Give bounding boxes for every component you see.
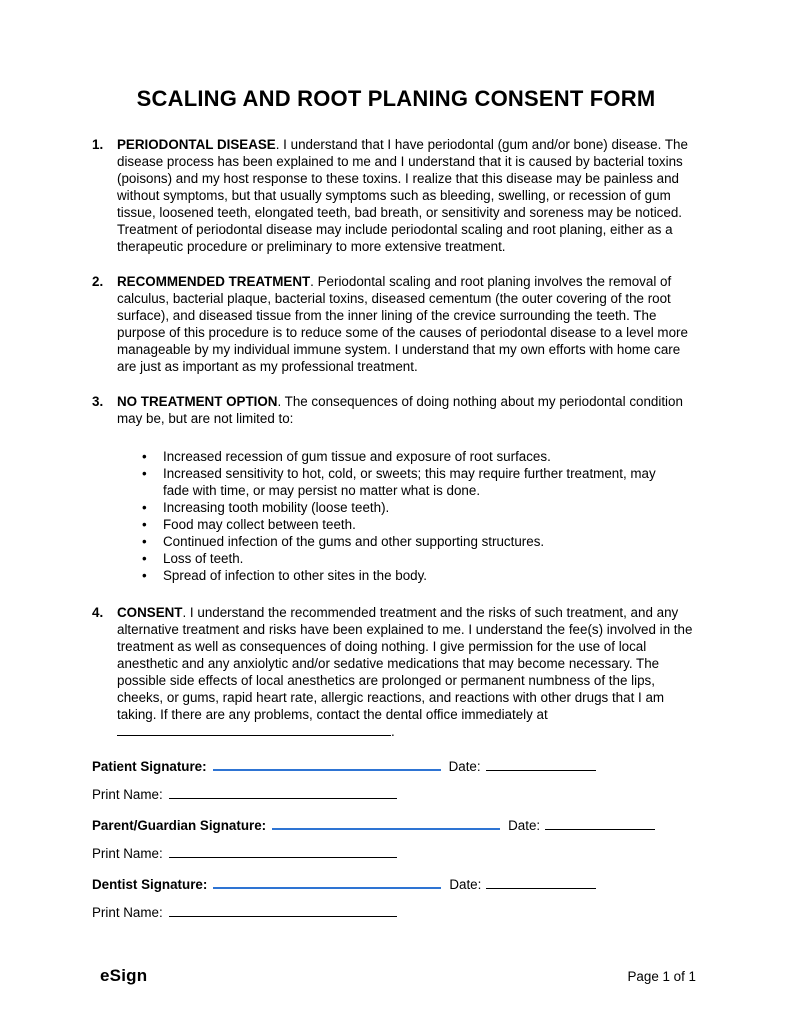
dentist-signature-row — [92, 876, 700, 893]
date-label: Date: — [449, 877, 482, 892]
dentist-signature-label: Dentist Signature: — [92, 877, 208, 892]
patient-signature-row — [92, 758, 700, 775]
patient-date-line[interactable] — [486, 758, 596, 771]
date-label: Date: — [448, 759, 481, 774]
bullet-item: • Increased recession of gum tissue and exposure of root surfaces. — [140, 448, 675, 465]
section-number: 1. — [92, 137, 104, 152]
section-text — [117, 136, 700, 255]
patient-signature-label: Patient Signature: — [92, 759, 207, 774]
section-consent — [92, 604, 700, 740]
print-name-label: Print Name: — [92, 905, 163, 920]
section-number: 3. — [92, 394, 104, 409]
print-name-label: Print Name: — [92, 787, 163, 802]
dental-office-contact-blank[interactable] — [117, 723, 391, 736]
section-body: . Periodontal scaling and root planing involves the removal of calculus, bacterial plaque, bacterial toxins, diseased cementum (the outer covering of the root surface), and diseased tissue from the inner lining of the crevice surrounding the teeth. The purpose of this procedure is to reduce some of the causes of periodontal disease to a level more manageable by my individual immune system. I understand that my own efforts with home care are just as important as my professional treatment. — [117, 274, 688, 374]
section-body: . I understand the recommended treatment and the risks of such treatment, and any alternative treatment and risks have been explained to me. I understand the fee(s) involved in the treatment as well as consequences of doing nothing. I give permission for the use of local anesthetic and any anxiolytic and/or sedative medications that may become necessary. The possible side effects of local anesthetics are prolonged or permanent numbness of the lips, cheeks, or gums, rapid heart rate, allergic reactions, and reactions with other drugs that I am taking. If there are any problems, contact the dental office immediately at — [117, 605, 693, 722]
page-footer — [100, 966, 696, 986]
section-no-treatment-option — [92, 393, 700, 427]
section-periodontal-disease — [92, 136, 700, 255]
dentist-print-name-line[interactable] — [169, 904, 397, 917]
section-heading: CONSENT — [117, 605, 183, 620]
bullet-item: • Food may collect between teeth. — [140, 516, 675, 533]
section-number: 2. — [92, 274, 104, 289]
section-text — [117, 273, 700, 375]
section-heading: RECOMMENDED TREATMENT — [117, 274, 311, 289]
section-text — [117, 393, 700, 427]
consent-suffix: . — [391, 724, 395, 739]
patient-print-name-line[interactable] — [169, 786, 397, 799]
bullet-item: • Increased sensitivity to hot, cold, or sweets; this may require further treatment, may fade with time, or may persist no matter what is done. — [140, 465, 675, 499]
print-name-label: Print Name: — [92, 846, 163, 861]
signature-area — [92, 758, 700, 921]
section-body: . I understand that I have periodontal (gum and/or bone) disease. The disease process has been explained to me and I understand that it is caused by bacterial toxins (poisons) and my host response to these toxins. I realize that this disease may be painless and without symptoms, but that usually symptoms such as bleeding, swelling, or recession of gum tissue, loosened teeth, elongated teeth, bad breath, or sensitivity and soreness may be noticed. Treatment of periodontal disease may include periodontal scaling and root planing, either as a therapeutic procedure or preliminary to more extensive treatment. — [117, 137, 688, 254]
parent-guardian-signature-row — [92, 817, 700, 834]
parent-guardian-signature-line[interactable] — [272, 817, 500, 830]
page-number: Page 1 of 1 — [627, 969, 696, 984]
patient-print-name-row — [92, 786, 700, 803]
dentist-date-line[interactable] — [486, 876, 596, 889]
section-heading: PERIODONTAL DISEASE — [117, 137, 276, 152]
date-label: Date: — [508, 818, 541, 833]
bullet-item: • Increasing tooth mobility (loose teeth). — [140, 499, 675, 516]
parent-guardian-signature-label: Parent/Guardian Signature: — [92, 818, 267, 833]
section-number: 4. — [92, 605, 104, 620]
bullet-item: • Loss of teeth. — [140, 550, 675, 567]
section-heading: NO TREATMENT OPTION — [117, 394, 278, 409]
esign-logo: eSign — [100, 966, 148, 985]
consequence-bullet-list — [140, 448, 675, 584]
section-recommended-treatment — [92, 273, 700, 375]
section-body: . The consequences of doing nothing about my periodontal condition may be, but are not limited to: — [117, 394, 683, 426]
dentist-print-name-row — [92, 904, 700, 921]
parent-guardian-print-name-line[interactable] — [169, 845, 397, 858]
bullet-item: • Spread of infection to other sites in the body. — [140, 567, 675, 584]
page-title: SCALING AND ROOT PLANING CONSENT FORM — [136, 86, 656, 111]
bullet-item: • Continued infection of the gums and other supporting structures. — [140, 533, 675, 550]
patient-signature-line[interactable] — [213, 758, 441, 771]
dentist-signature-line[interactable] — [213, 876, 441, 889]
parent-guardian-print-name-row — [92, 845, 700, 862]
section-text — [117, 604, 700, 740]
parent-guardian-date-line[interactable] — [545, 817, 655, 830]
